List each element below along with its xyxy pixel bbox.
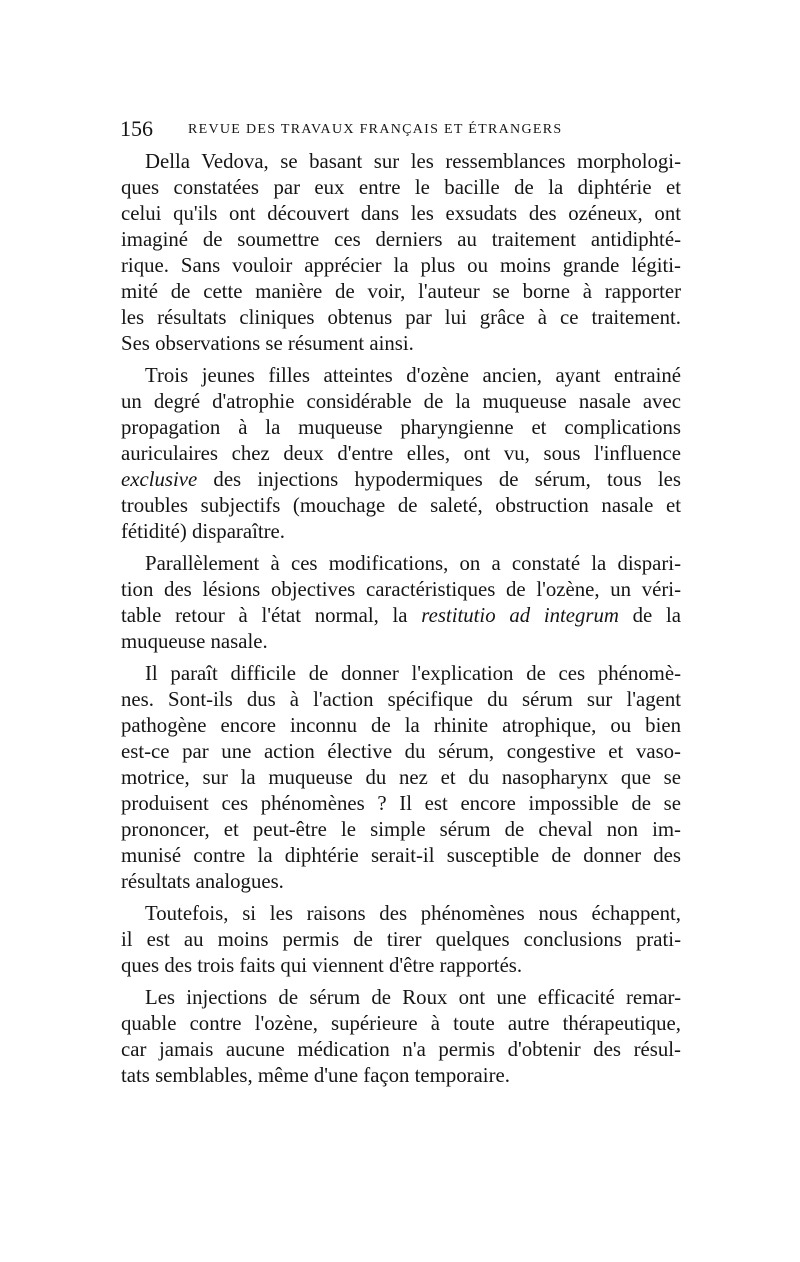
text-line: rique. Sans vouloir apprécier la plus ou moins grande légiti- (121, 254, 681, 277)
paragraph (121, 661, 681, 895)
text-line: troubles subjectifs (mouchage de saleté, obstruction nasale et (121, 494, 681, 517)
text-line: Toutefois, si les raisons des phénomènes nous échappent, (145, 902, 681, 925)
text-line: ques constatées par eux entre le bacille de la diphtérie et (121, 176, 681, 199)
italic-phrase: exclusive (121, 468, 198, 491)
text-segment: de la (618, 604, 681, 627)
text-line: les résultats cliniques obtenus par lui grâce à ce traitement. (121, 306, 681, 329)
text-line: tats semblables, même d'une façon temporaire. (121, 1064, 510, 1087)
text-line: mité de cette manière de voir, l'auteur se borne à rapporter (121, 280, 681, 303)
text-line: propagation à la muqueuse pharyngienne et complications (121, 416, 681, 439)
text-line: résultats analogues. (121, 870, 284, 893)
text-line: Il paraît difficile de donner l'explication de ces phénomè- (145, 662, 681, 685)
text-segment: table retour à l'état normal, la (121, 604, 422, 627)
text-line: muqueuse nasale. (121, 630, 268, 653)
body-text (121, 149, 681, 1089)
paragraph (121, 985, 681, 1089)
running-head (120, 116, 680, 142)
text-line: est-ce par une action élective du sérum, congestive et vaso- (121, 740, 681, 763)
text-line: Les injections de sérum de Roux ont une efficacité remar- (145, 986, 681, 1009)
paragraph (121, 551, 681, 655)
text-line: un degré d'atrophie considérable de la muqueuse nasale avec (121, 390, 681, 413)
text-line: Della Vedova, se basant sur les ressemblances morphologi- (145, 150, 681, 173)
text-line: Parallèlement à ces modifications, on a constaté la dispari- (145, 552, 681, 575)
text-line (121, 467, 681, 493)
text-line: auriculaires chez deux d'entre elles, ont vu, sous l'influence (121, 442, 681, 465)
paragraph (121, 363, 681, 545)
text-line: Ses observations se résument ainsi. (121, 332, 414, 355)
text-line: motrice, sur la muqueuse du nez et du nasopharynx que se (121, 766, 681, 789)
running-title: REVUE DES TRAVAUX FRANÇAIS ET ÉTRANGERS (188, 122, 563, 137)
text-line: imaginé de soumettre ces derniers au traitement antidiphté- (121, 228, 681, 251)
text-line: munisé contre la diphtérie serait-il susceptible de donner des (121, 844, 681, 867)
page-number: 156 (120, 116, 153, 141)
text-line: tion des lésions objectives caractéristiques de l'ozène, un véri- (121, 578, 681, 601)
text-line (121, 603, 681, 629)
text-line: prononcer, et peut-être le simple sérum de cheval non im- (121, 818, 681, 841)
text-line: car jamais aucune médication n'a permis d'obtenir des résul- (121, 1038, 681, 1061)
text-line: celui qu'ils ont découvert dans les exsudats des ozéneux, ont (121, 202, 681, 225)
text-segment: des injections hypodermiques de sérum, tous les (197, 468, 681, 491)
text-line: ques des trois faits qui viennent d'être rapportés. (121, 954, 523, 977)
text-line: pathogène encore inconnu de la rhinite atrophique, ou bien (121, 714, 681, 737)
text-line: fétidité) disparaître. (121, 520, 285, 543)
paragraph (121, 149, 681, 357)
italic-phrase: restitutio ad integrum (421, 604, 619, 627)
text-line: produisent ces phénomènes ? Il est encore impossible de se (121, 792, 681, 815)
text-line: il est au moins permis de tirer quelques conclusions prati- (121, 928, 681, 951)
text-line: nes. Sont-ils dus à l'action spécifique du sérum sur l'agent (121, 688, 681, 711)
text-line: quable contre l'ozène, supérieure à toute autre thérapeutique, (121, 1012, 681, 1035)
paragraph (121, 901, 681, 979)
text-line: Trois jeunes filles atteintes d'ozène ancien, ayant entrainé (145, 364, 681, 387)
